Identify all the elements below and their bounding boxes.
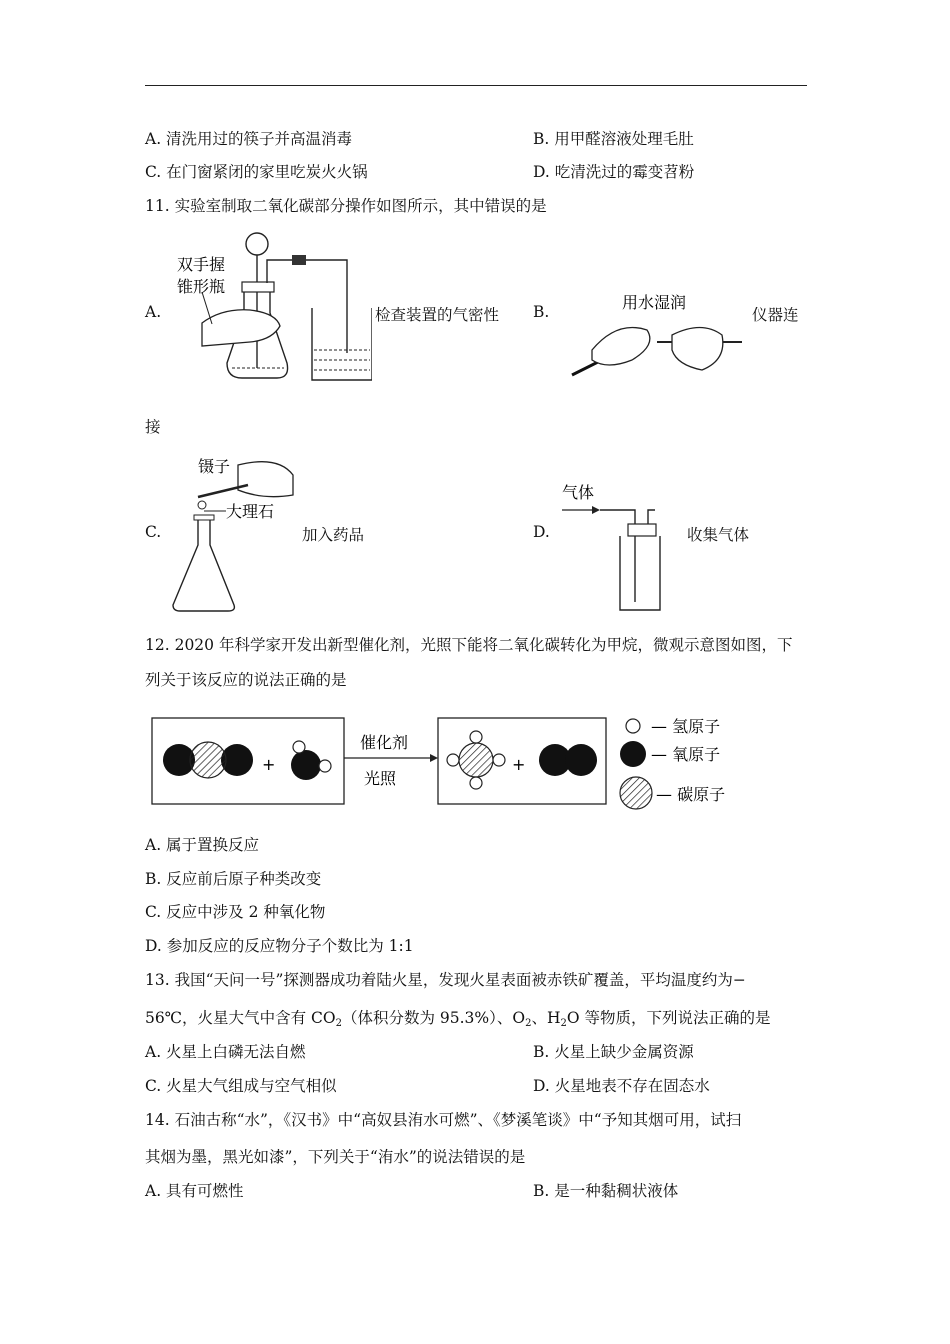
- legend-carbon-icon: [620, 777, 652, 809]
- q11-option-b-text-cont: 接: [145, 418, 161, 436]
- q12-option-d: D. 参加反应的反应物分子个数比为 1:1: [145, 937, 414, 955]
- legend-oxygen: — 氧原子: [651, 745, 721, 764]
- q10-option-c: C. 在门窗紧闭的家里吃炭火火锅: [145, 163, 368, 181]
- q13-stem-2: 56℃，火星大气中含有 $CO_2$（体积分数为 95.3%）、$O_2$、$H_2O$ 等物质，下列说法正确的是: [145, 1009, 771, 1029]
- q14-option-a: A. 具有可燃性: [145, 1182, 244, 1200]
- arrow-label-catalyst: 催化剂: [360, 733, 409, 752]
- q14-stem-2: 其烟为墨，黑光如漆”，下列关于“洧水”的说法错误的是: [145, 1148, 526, 1166]
- q11-option-d-letter: D.: [533, 523, 550, 541]
- q10-option-d: D. 吃清洗过的霉变苕粉: [533, 163, 695, 181]
- header-rule: [145, 85, 807, 86]
- legend-hydrogen: — 氢原子: [651, 717, 721, 736]
- q13-option-b: B. 火星上缺少金属资源: [533, 1043, 694, 1061]
- q13-option-c: C. 火星大气组成与空气相似: [145, 1077, 337, 1095]
- q11-figure-c: [168, 455, 298, 615]
- q11-option-b-letter: B.: [533, 303, 550, 321]
- q12-stem-2: 列关于该反应的说法正确的是: [145, 671, 347, 689]
- q11-a-fig-label-2: 锥形瓶: [177, 277, 226, 296]
- legend-oxygen-icon: [620, 741, 646, 767]
- q14-option-b: B. 是一种黏稠状液体: [533, 1182, 679, 1200]
- q11-option-a-text: 检查装置的气密性: [375, 306, 500, 324]
- q11-option-d-text: 收集气体: [687, 526, 750, 544]
- q13-option-d: D. 火星地表不存在固态水: [533, 1077, 710, 1095]
- q12-option-a: A. 属于置换反应: [145, 836, 260, 854]
- q12-stem-1: 12. 2020 年科学家开发出新型催化剂，光照下能将二氧化碳转化为甲烷，微观示意图如图，下: [145, 636, 793, 654]
- q10-option-b: B. 用甲醛溶液处理毛肚: [533, 130, 694, 148]
- q12-reaction-diagram: [148, 710, 748, 810]
- q11-option-a-letter: A.: [145, 303, 162, 321]
- legend-carbon: — 碳原子: [656, 785, 726, 804]
- plus-sign-left: +: [262, 755, 276, 774]
- q11-stem: 11. 实验室制取二氧化碳部分操作如图所示，其中错误的是: [145, 197, 547, 215]
- arrow-label-light: 光照: [364, 769, 397, 788]
- q11-option-c-letter: C.: [145, 523, 162, 541]
- q11-figure-d: [560, 480, 670, 615]
- q11-option-b-text: 仪器连: [752, 306, 799, 324]
- q11-figure-a: [172, 228, 372, 388]
- q13-option-a: A. 火星上白磷无法自燃: [145, 1043, 306, 1061]
- q14-stem-1: 14. 石油古称“水”，《汉书》中“高奴县洧水可燃”、《梦溪笔谈》中“予知其烟可用，试扫: [145, 1111, 742, 1129]
- q11-d-fig-label: 气体: [562, 483, 595, 502]
- q12-option-c: C. 反应中涉及 2 种氧化物: [145, 903, 326, 921]
- q11-figure-b: [562, 290, 747, 382]
- q11-option-c-text: 加入药品: [302, 526, 365, 544]
- legend-hydrogen-icon: [626, 719, 640, 733]
- q11-b-fig-label: 用水湿润: [622, 293, 687, 312]
- q10-option-a: A. 清洗用过的筷子并高温消毒: [145, 130, 353, 148]
- q11-a-fig-label-1: 双手握: [177, 255, 226, 274]
- q12-option-b: B. 反应前后原子种类改变: [145, 870, 322, 888]
- q11-c-fig-label-2: 大理石: [226, 502, 275, 521]
- q13-stem-1: 13. 我国“天问一号”探测器成功着陆火星，发现火星表面被赤铁矿覆盖，平均温度约为−: [145, 971, 746, 989]
- q11-c-fig-label-1: 镊子: [198, 457, 231, 476]
- plus-sign-right: +: [512, 755, 526, 774]
